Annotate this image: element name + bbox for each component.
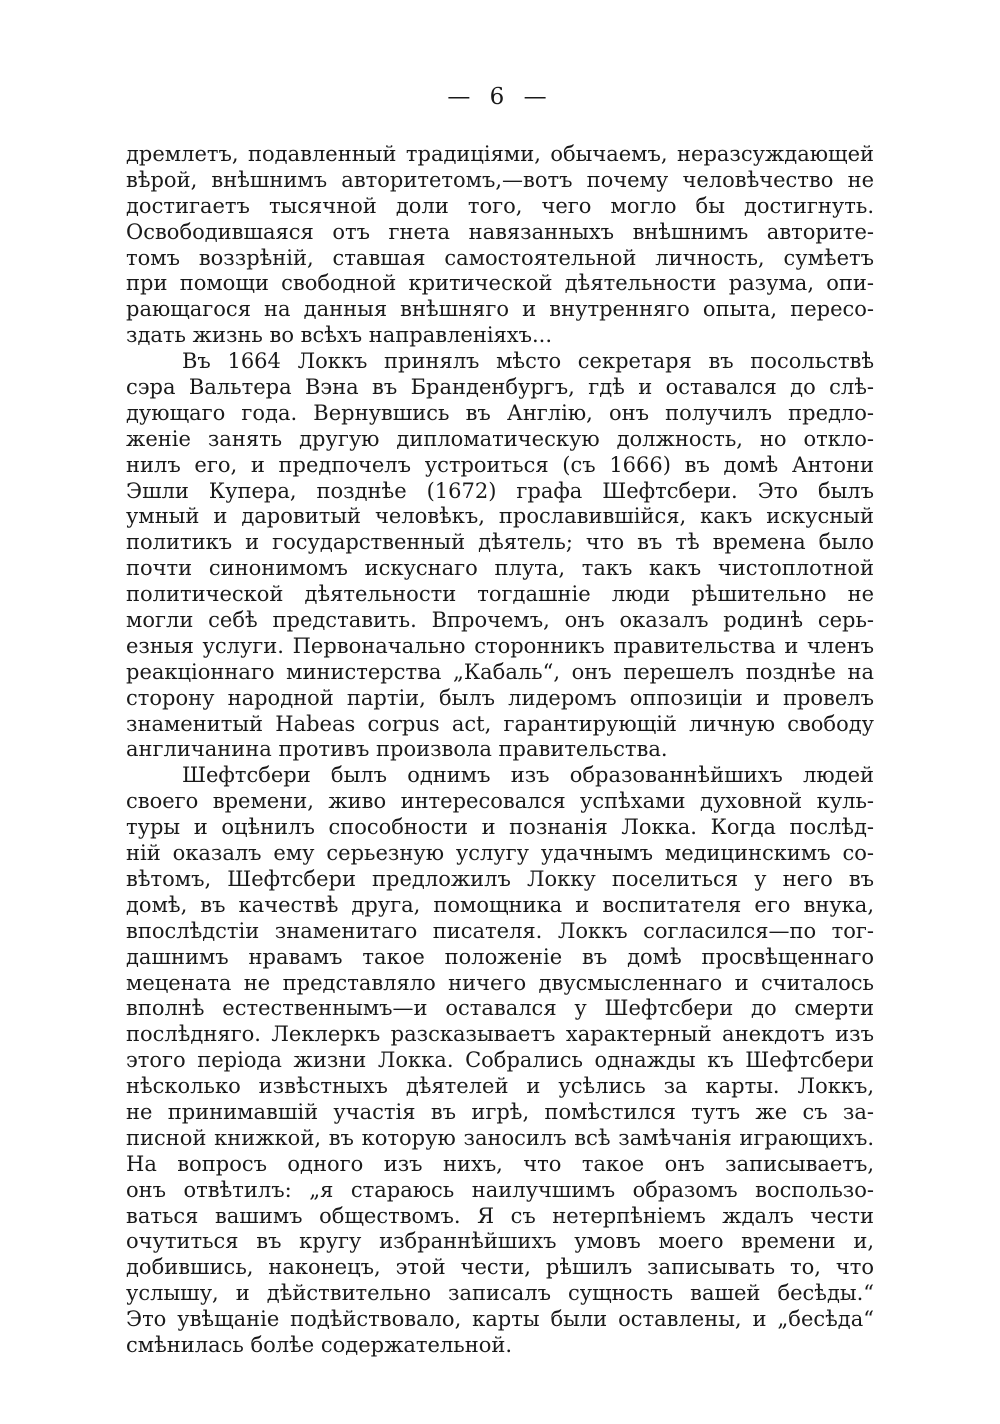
text-line: политической дѣятельности тогдашніе люди рѣшительно не <box>126 582 874 607</box>
text-line: писной книжкой, въ которую заносилъ всѣ замѣчанія играющихъ. <box>126 1125 874 1150</box>
text-line: мецената не представляло ничего двусмысленнаго и считалось <box>126 970 874 995</box>
text-line: Освободившаяся отъ гнета навязанныхъ внѣшнимъ авторите- <box>126 219 874 244</box>
text-line: женіе занять другую дипломатическую должность, но откло- <box>126 426 874 451</box>
text-line: нилъ его, и предпочелъ устроиться (съ 1666) въ домѣ Антони <box>126 452 874 477</box>
page-number: — 6 — <box>447 84 553 110</box>
text-line: вполнѣ естественнымъ—и оставался у Шефтсбери до смерти <box>126 996 874 1021</box>
text-line: сторону народной партіи, былъ лидеромъ оппозиціи и провелъ <box>126 685 874 710</box>
body-text <box>126 142 874 1359</box>
text-line: реакціоннаго министерства „Кабаль“, онъ перешелъ позднѣе на <box>126 659 874 684</box>
text-line: ваться вашимъ обществомъ. Я съ нетерпѣніемъ ждалъ чести <box>126 1203 874 1228</box>
text-line: На вопросъ одного изъ нихъ, что такое онъ записываетъ, <box>126 1151 874 1176</box>
text-line: езныя услуги. Первоначально сторонникъ правительства и членъ <box>126 633 874 658</box>
text-line: сэра Вальтера Вэна въ Бранденбургъ, гдѣ и оставался до слѣ- <box>126 375 874 400</box>
text-line: политикъ и государственный дѣятель; что въ тѣ времена было <box>126 530 874 555</box>
text-line: при помощи свободной критической дѣятельности разума, опи- <box>126 271 874 296</box>
text-line: томъ воззрѣній, ставшая самостоятельной личность, сумѣетъ <box>126 245 874 270</box>
text-line: Это увѣщаніе подѣйствовало, карты были оставлены, и „бесѣда“ <box>126 1307 874 1332</box>
text-line: впослѣдстіи знаменитаго писателя. Локкъ согласился—по тог- <box>126 918 874 943</box>
text-line: нѣсколько извѣстныхъ дѣятелей и усѣлись за карты. Локкъ, <box>126 1074 874 1099</box>
text-line: домѣ, въ качествѣ друга, помощника и воспитателя его внука, <box>126 892 874 917</box>
text-line: Эшли Купера, позднѣе (1672) графа Шефтсбери. Это былъ <box>126 478 874 503</box>
text-line: вѣрой, внѣшнимъ авторитетомъ,—вотъ почему человѣчество не <box>126 167 874 192</box>
text-line: здать жизнь во всѣхъ направленіяхъ... <box>126 323 553 348</box>
text-line: англичанина противъ произвола правительства. <box>126 737 668 762</box>
text-line: онъ отвѣтилъ: „я стараюсь наилучшимъ образомъ воспользо- <box>126 1177 874 1202</box>
text-line: достигаетъ тысячной доли того, чего могло бы достигнуть. <box>126 193 874 218</box>
text-line: почти синонимомъ искуснаго плута, такъ какъ чистоплотной <box>126 556 874 581</box>
text-line: послѣдняго. Леклеркъ разсказываетъ характерный анекдотъ изъ <box>126 1022 874 1047</box>
text-line: дующаго года. Вернувшись въ Англію, онъ получилъ предло- <box>126 400 874 425</box>
text-line: Шефтсбери былъ однимъ изъ образованнѣйшихъ людей <box>182 763 874 788</box>
text-line: умный и даровитый человѣкъ, прославившійся, какъ искусный <box>126 504 874 529</box>
text-line: Въ 1664 Локкъ принялъ мѣсто секретаря въ посольствѣ <box>182 349 874 374</box>
text-line: знаменитый Habeas corpus act, гарантирующій личную свободу <box>126 711 874 736</box>
text-line: дремлетъ, подавленный традиціями, обычаемъ, неразсуждающей <box>126 142 874 166</box>
text-line: туры и оцѣнилъ способности и познанія Локка. Когда послѣд- <box>126 815 874 840</box>
text-line: могли себѣ представить. Впрочемъ, онъ оказалъ родинѣ серь- <box>126 608 874 633</box>
text-line: этого періода жизни Локка. Собрались однажды къ Шефтсбери <box>126 1048 874 1073</box>
text-line: рающагося на данныя внѣшняго и внутренняго опыта, пересо- <box>126 297 874 322</box>
text-line: дашнимъ нравамъ такое положеніе въ домѣ просвѣщеннаго <box>126 944 874 969</box>
text-line: смѣнилась болѣе содержательной. <box>126 1332 513 1357</box>
text-line: услышу, и дѣйствительно записалъ сущность вашей бесѣды.“ <box>126 1281 874 1306</box>
text-line: очутиться въ кругу избраннѣйшихъ умовъ моего времени и, <box>126 1229 874 1254</box>
text-line: вѣтомъ, Шефтсбери предложилъ Локку поселиться у него въ <box>126 866 874 891</box>
text-line: своего времени, живо интересовался успѣхами духовной куль- <box>126 789 874 814</box>
text-line: не принимавшій участія въ игрѣ, помѣстился тутъ же съ за- <box>126 1099 874 1124</box>
text-line: ній оказалъ ему серьезную услугу удачнымъ медицинскимъ со- <box>126 841 874 866</box>
text-line: добившись, наконецъ, этой чести, рѣшилъ записывать то, что <box>126 1255 874 1280</box>
